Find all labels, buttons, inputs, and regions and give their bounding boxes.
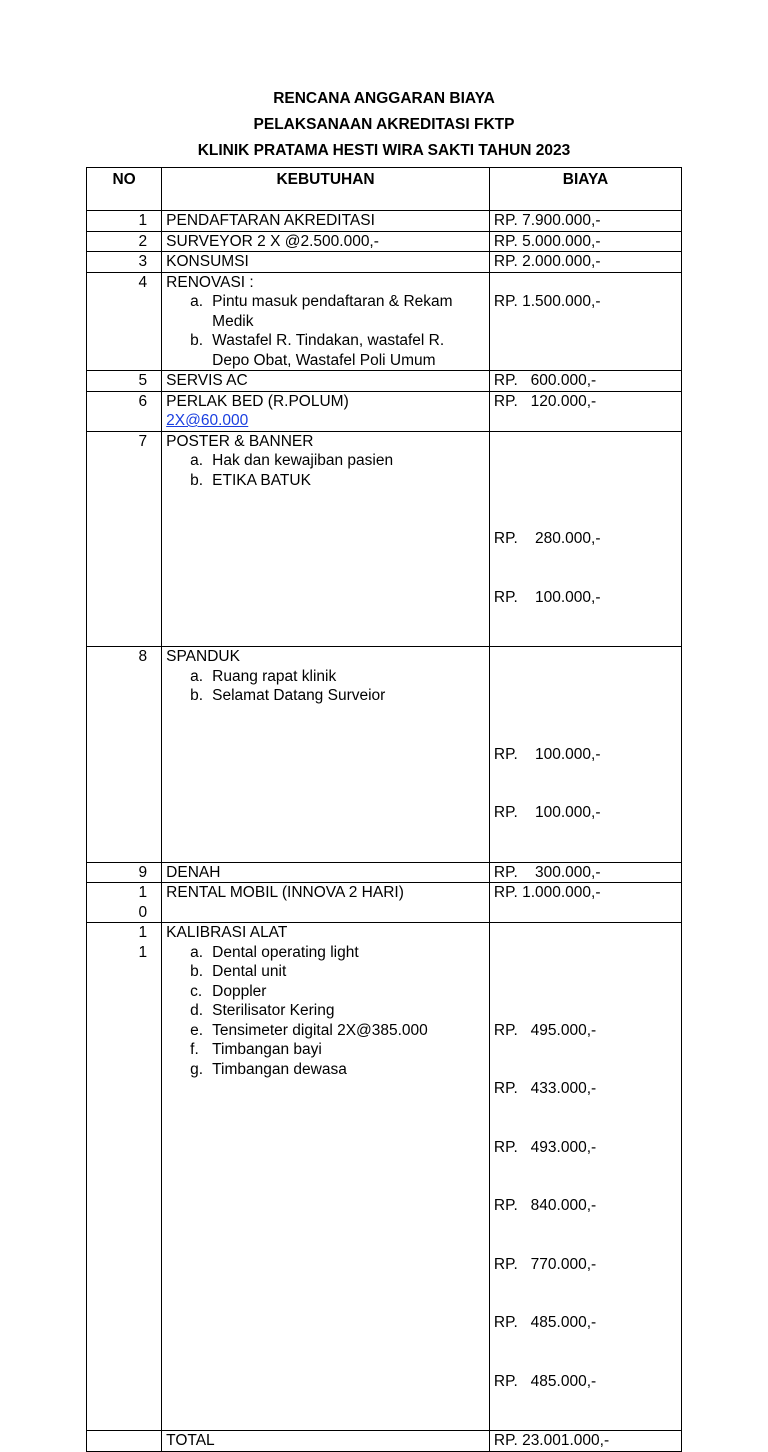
list-item: [190, 1021, 485, 1041]
list-text: Pintu masuk pendaftaran & Rekam Medik: [212, 293, 453, 330]
row-item: [162, 923, 490, 1431]
list-text: Hak dan kewajiban pasien: [212, 452, 394, 469]
list-label: e.: [190, 1021, 204, 1039]
table-row: [87, 431, 682, 647]
row-cost: [489, 431, 681, 647]
row-item: [162, 431, 490, 647]
sub-list: [166, 667, 485, 706]
document-title: [0, 86, 768, 164]
list-label: b.: [190, 963, 204, 980]
list-label: g.: [190, 1060, 204, 1078]
row-cost: RP. 5.000.000,-: [489, 231, 681, 252]
row-number: 9: [87, 862, 162, 883]
table-row: [87, 883, 682, 923]
row-cost: [489, 647, 681, 863]
row-number: 7: [87, 431, 162, 647]
table-row: [87, 923, 682, 1431]
list-label: d.: [190, 1002, 204, 1019]
row-number: 5: [87, 371, 162, 392]
list-text: Dental unit: [212, 963, 287, 980]
header-biaya: BIAYA: [489, 168, 681, 211]
table-row: [87, 862, 682, 883]
row-item: RENTAL MOBIL (INNOVA 2 HARI): [162, 883, 490, 923]
cost-value: RP. 493.000,-: [493, 1138, 597, 1156]
row-item-heading: POSTER & BANNER: [166, 432, 314, 450]
row-cost: RP. 120.000,-: [489, 391, 681, 431]
title-line-2: PELAKSANAAN AKREDITASI FKTP: [253, 116, 515, 133]
row-number: 3: [87, 252, 162, 273]
list-text: Selamat Datang Surveior: [212, 687, 386, 704]
hyperlink[interactable]: 2X@60.000: [166, 412, 249, 429]
row-number: [87, 923, 162, 1431]
row-cost: [489, 272, 681, 371]
header-no: NO: [87, 168, 162, 211]
list-item: [190, 962, 485, 982]
list-item: [190, 1040, 485, 1060]
cost-value: RP. 485.000,-: [493, 1314, 597, 1331]
row-item: KONSUMSI: [162, 252, 490, 273]
sub-list: [166, 451, 485, 490]
row-item-heading: RENOVASI :: [166, 273, 254, 291]
table-row: [87, 647, 682, 863]
cost-value: RP. 100.000,-: [493, 588, 601, 606]
list-text: Timbangan bayi: [212, 1041, 322, 1058]
row-item: SERVIS AC: [162, 371, 490, 392]
list-item: [190, 1060, 485, 1080]
table-row: [87, 371, 682, 392]
cost-value: RP. 100.000,-: [493, 745, 601, 763]
row-cost: RP. 7.900.000,-: [489, 211, 681, 232]
row-number-digit: 1: [138, 943, 148, 961]
list-item: [190, 982, 485, 1002]
list-text: Sterilisator Kering: [212, 1002, 335, 1019]
spacer: [494, 686, 677, 706]
list-label: a.: [190, 667, 204, 685]
table-header: [87, 168, 682, 211]
list-label: b.: [190, 471, 204, 489]
row-number: 2: [87, 231, 162, 252]
list-item: [190, 471, 485, 491]
row-item: [162, 272, 490, 371]
cost-value: RP. 770.000,-: [493, 1255, 597, 1273]
row-cost: RP. 600.000,-: [489, 371, 681, 392]
row-item: DENAH: [162, 862, 490, 883]
row-item: PENDAFTARAN AKREDITASI: [162, 211, 490, 232]
total-row: [87, 1431, 682, 1452]
list-item: [190, 943, 485, 963]
list-item: [190, 667, 485, 687]
list-item: [190, 1001, 485, 1021]
row-cost: RP. 300.000,-: [489, 862, 681, 883]
row-number: 8: [87, 647, 162, 863]
row-item: [162, 647, 490, 863]
row-item-heading: PERLAK BED (R.POLUM): [166, 392, 349, 410]
sub-list: [166, 292, 485, 370]
cost-value: RP. 840.000,-: [493, 1197, 597, 1214]
row-item: SURVEYOR 2 X @2.500.000,-: [162, 231, 490, 252]
list-text: Ruang rapat klinik: [212, 667, 337, 685]
header-kebutuhan: KEBUTUHAN: [162, 168, 490, 211]
cost-value: RP. 1.500.000,-: [493, 293, 601, 310]
list-text: Doppler: [212, 982, 267, 1000]
total-label: TOTAL: [162, 1431, 490, 1452]
row-number-digit: 1: [138, 884, 148, 901]
total-cost: RP. 23.001.000,-: [489, 1431, 681, 1452]
cost-value: RP. 433.000,-: [493, 1080, 597, 1097]
title-line-3: KLINIK PRATAMA HESTI WIRA SAKTI TAHUN 2023: [197, 142, 571, 159]
row-item-heading: KALIBRASI ALAT: [166, 924, 288, 941]
list-label: c.: [190, 982, 203, 1000]
cost-value: RP. 485.000,-: [493, 1372, 597, 1390]
row-number-digit: 0: [138, 903, 148, 921]
table-row: [87, 211, 682, 232]
table-row: [87, 272, 682, 371]
row-number: 1: [87, 211, 162, 232]
table-row: [87, 231, 682, 252]
spacer: [494, 962, 677, 982]
list-text: Wastafel R. Tindakan, wastafel R. Depo Obat, Wastafel Poli Umum: [212, 332, 445, 369]
table-row: [87, 252, 682, 273]
spacer: [494, 273, 677, 293]
cost-value: RP. 495.000,-: [493, 1021, 597, 1039]
cost-value: RP. 280.000,-: [493, 530, 601, 547]
list-label: b.: [190, 332, 204, 349]
list-label: a.: [190, 943, 204, 961]
row-number-digit: 1: [138, 924, 148, 941]
list-label: a.: [190, 452, 204, 469]
list-text: ETIKA BATUK: [212, 471, 311, 489]
row-item-heading: SPANDUK: [166, 648, 240, 665]
list-item: [190, 292, 485, 331]
row-cost: RP. 2.000.000,-: [489, 252, 681, 273]
list-item: [190, 451, 485, 471]
budget-table: [86, 167, 682, 1452]
title-line-1: RENCANA ANGGARAN BIAYA: [273, 90, 495, 107]
cost-value: RP. 100.000,-: [493, 804, 601, 821]
list-item: [190, 331, 485, 370]
list-text: Dental operating light: [212, 943, 359, 961]
list-label: a.: [190, 293, 204, 310]
list-label: f.: [190, 1041, 199, 1058]
row-number: [87, 1431, 162, 1452]
row-item: [162, 391, 490, 431]
table-row: [87, 391, 682, 431]
list-label: b.: [190, 687, 204, 704]
list-text: Timbangan dewasa: [212, 1060, 347, 1078]
row-cost: [489, 923, 681, 1431]
sub-list: [166, 943, 485, 1080]
row-number: 6: [87, 391, 162, 431]
spacer: [494, 471, 677, 491]
row-number: 4: [87, 272, 162, 371]
list-item: [190, 686, 485, 706]
list-text: Tensimeter digital 2X@385.000: [212, 1021, 428, 1039]
row-cost: RP. 1.000.000,-: [489, 883, 681, 923]
row-number: [87, 883, 162, 923]
